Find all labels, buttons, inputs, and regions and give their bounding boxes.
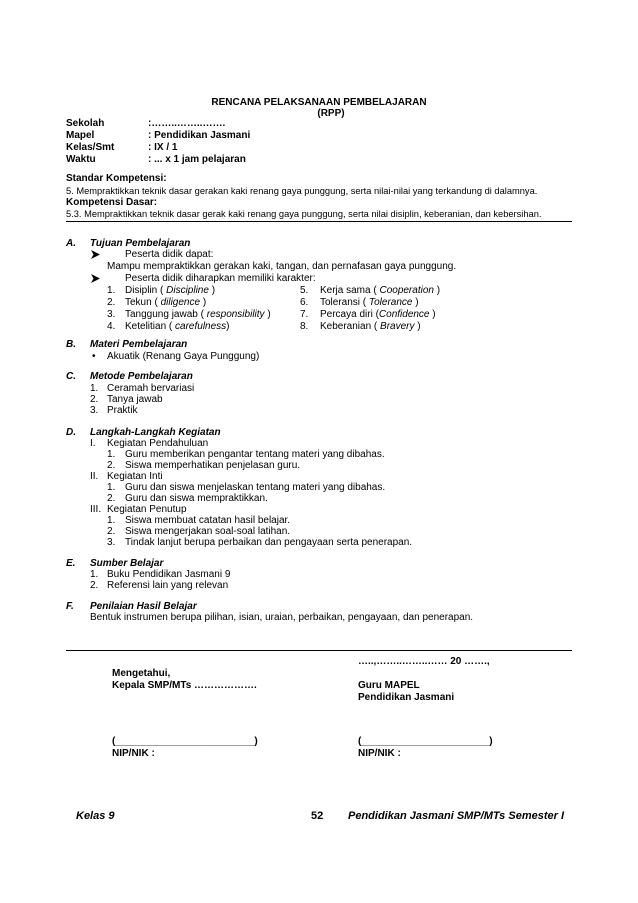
- identity-label-mapel: Mapel: [66, 130, 95, 141]
- activity-step-num: 1.: [107, 449, 116, 460]
- activity-step: Tindak lanjut berupa perbaikan dan pengayaan serta penerapan.: [125, 537, 413, 548]
- arrow-bullet-icon: [91, 250, 100, 263]
- identity-label-sekolah: Sekolah: [66, 118, 105, 129]
- activity-part-title: Kegiatan Penutup: [107, 504, 187, 515]
- character-item-text: Toleransi ( Tolerance ): [320, 297, 419, 308]
- section-e-title: Sumber Belajar: [90, 558, 164, 569]
- activity-step: Siswa mengerjakan soal-soal latihan.: [125, 526, 291, 537]
- character-item: 5.: [300, 285, 309, 296]
- sk-text: 5. Mempraktikkan teknik dasar gerakan kaki renang gaya punggung, serta nilai-nilai yang terkandung di dalamnya.: [66, 186, 538, 196]
- signature-right-blank: (_______________________): [358, 736, 493, 747]
- method-item: Ceramah bervariasi: [107, 383, 195, 394]
- section-d-letter: D.: [66, 427, 76, 438]
- section-a-bullet2: Peserta didik diharapkan memiliki karakter:: [125, 273, 316, 284]
- character-item-text: Tanggung jawab ( responsibility ): [125, 309, 271, 320]
- method-num: 2.: [90, 394, 99, 405]
- section-a-line1: Mampu mempraktikkan gerakan kaki, tangan, dan pernafasan gaya punggung.: [107, 261, 457, 272]
- footer-page-number: 52: [311, 810, 324, 822]
- character-item: 7.: [300, 309, 309, 320]
- signature-left-line1: Mengetahui,: [112, 668, 171, 679]
- bullet-dot-icon: •: [92, 351, 96, 362]
- activity-step: Guru dan siswa menjelaskan tentang materi yang dibahas.: [125, 482, 386, 493]
- character-item: 4.: [107, 321, 116, 332]
- identity-label-kelas: Kelas/Smt: [66, 142, 115, 153]
- signature-right-line1: Guru MAPEL: [358, 680, 420, 691]
- method-num: 1.: [90, 383, 99, 394]
- section-b-title: Materi Pembelajaran: [90, 339, 188, 350]
- character-item-text: Percaya diri (Confidence ): [320, 309, 436, 320]
- identity-value-sekolah: :……..……..…….: [148, 118, 226, 129]
- character-item: 6.: [300, 297, 309, 308]
- identity-value-waktu: : ... x 1 jam pelajaran: [148, 154, 246, 165]
- character-item: 2.: [107, 297, 116, 308]
- method-item: Praktik: [107, 405, 138, 416]
- section-a-bullet1: Peserta didik dapat:: [125, 249, 214, 260]
- activity-part-title: Kegiatan Pendahuluan: [107, 438, 209, 449]
- arrow-bullet-icon: [91, 274, 100, 287]
- signature-left-blank: (_________________________): [112, 736, 258, 747]
- activity-step-num: 2.: [107, 493, 116, 504]
- signature-date: …..,……..……..…… 20 …….,: [358, 656, 490, 667]
- character-item: 3.: [107, 309, 116, 320]
- activity-part-num: I.: [90, 438, 96, 449]
- signature-right-line2: Pendidikan Jasmani: [358, 692, 455, 703]
- identity-value-mapel: : Pendidikan Jasmani: [148, 130, 251, 141]
- source-item: Buku Pendidikan Jasmani 9: [107, 569, 231, 580]
- activity-step-num: 3.: [107, 537, 116, 548]
- activity-step: Guru dan siswa mempraktikkan.: [125, 493, 268, 504]
- activity-step-num: 1.: [107, 482, 116, 493]
- signature-left-line2: Kepala SMP/MTs ……………….: [112, 680, 257, 691]
- section-f-letter: F.: [66, 601, 74, 612]
- section-b-letter: B.: [66, 339, 76, 350]
- character-item-text: Ketelitian ( carefulness): [125, 321, 230, 332]
- activity-step: Siswa memperhatikan penjelasan guru.: [125, 460, 301, 471]
- section-d-title: Langkah-Langkah Kegiatan: [90, 427, 221, 438]
- signature-right-id: NIP/NIK :: [358, 748, 401, 759]
- character-item-text: Kerja sama ( Cooperation ): [320, 285, 441, 296]
- identity-value-kelas: : IX / 1: [148, 142, 178, 153]
- kd-heading: Kompetensi Dasar:: [66, 197, 158, 208]
- section-f-title: Penilaian Hasil Belajar: [90, 601, 197, 612]
- footer-right: Pendidikan Jasmani SMP/MTs Semester I: [348, 810, 565, 822]
- character-item-text: Tekun ( diligence ): [125, 297, 207, 308]
- character-item-text: Keberanian ( Bravery ): [320, 321, 421, 332]
- footer-left: Kelas 9: [76, 810, 115, 822]
- activity-part-num: II.: [90, 471, 99, 482]
- activity-step-num: 2.: [107, 460, 116, 471]
- kd-divider: [66, 221, 572, 222]
- section-f-text: Bentuk instrumen berupa pilihan, isian, uraian, perbaikan, pengayaan, dan penerapan.: [90, 612, 474, 623]
- activity-step-num: 1.: [107, 515, 116, 526]
- signature-left-id: NIP/NIK :: [112, 748, 155, 759]
- sk-heading: Standar Kompetensi:: [66, 173, 167, 184]
- character-item-text: Disiplin ( Discipline ): [125, 285, 216, 296]
- section-c-title: Metode Pembelajaran: [90, 371, 193, 382]
- document-subtitle: (RPP): [317, 108, 345, 119]
- source-num: 2.: [90, 580, 99, 591]
- section-e-letter: E.: [66, 558, 76, 569]
- section-c-letter: C.: [66, 371, 76, 382]
- activity-step: Guru memberikan pengantar tentang materi yang dibahas.: [125, 449, 385, 460]
- kd-text: 5.3. Mempraktikkan teknik dasar gerak kaki renang gaya punggung, serta nilai disiplin, keberanian, dan kebersihan.: [66, 209, 542, 219]
- signature-divider: [66, 650, 572, 651]
- activity-step: Siswa membuat catatan hasil belajar.: [125, 515, 291, 526]
- document-title: RENCANA PELAKSANAAN PEMBELAJARAN: [211, 97, 427, 108]
- identity-label-waktu: Waktu: [66, 154, 96, 165]
- character-item: 8.: [300, 321, 309, 332]
- activity-part-title: Kegiatan Inti: [107, 471, 163, 482]
- method-item: Tanya jawab: [107, 394, 163, 405]
- method-num: 3.: [90, 405, 99, 416]
- source-num: 1.: [90, 569, 99, 580]
- section-b-item: Akuatik (Renang Gaya Punggung): [107, 351, 260, 362]
- section-a-letter: A.: [66, 238, 76, 249]
- source-item: Referensi lain yang relevan: [107, 580, 229, 591]
- character-item: 1.: [107, 285, 116, 296]
- activity-part-num: III.: [90, 504, 102, 515]
- section-a-title: Tujuan Pembelajaran: [90, 238, 191, 249]
- activity-step-num: 2.: [107, 526, 116, 537]
